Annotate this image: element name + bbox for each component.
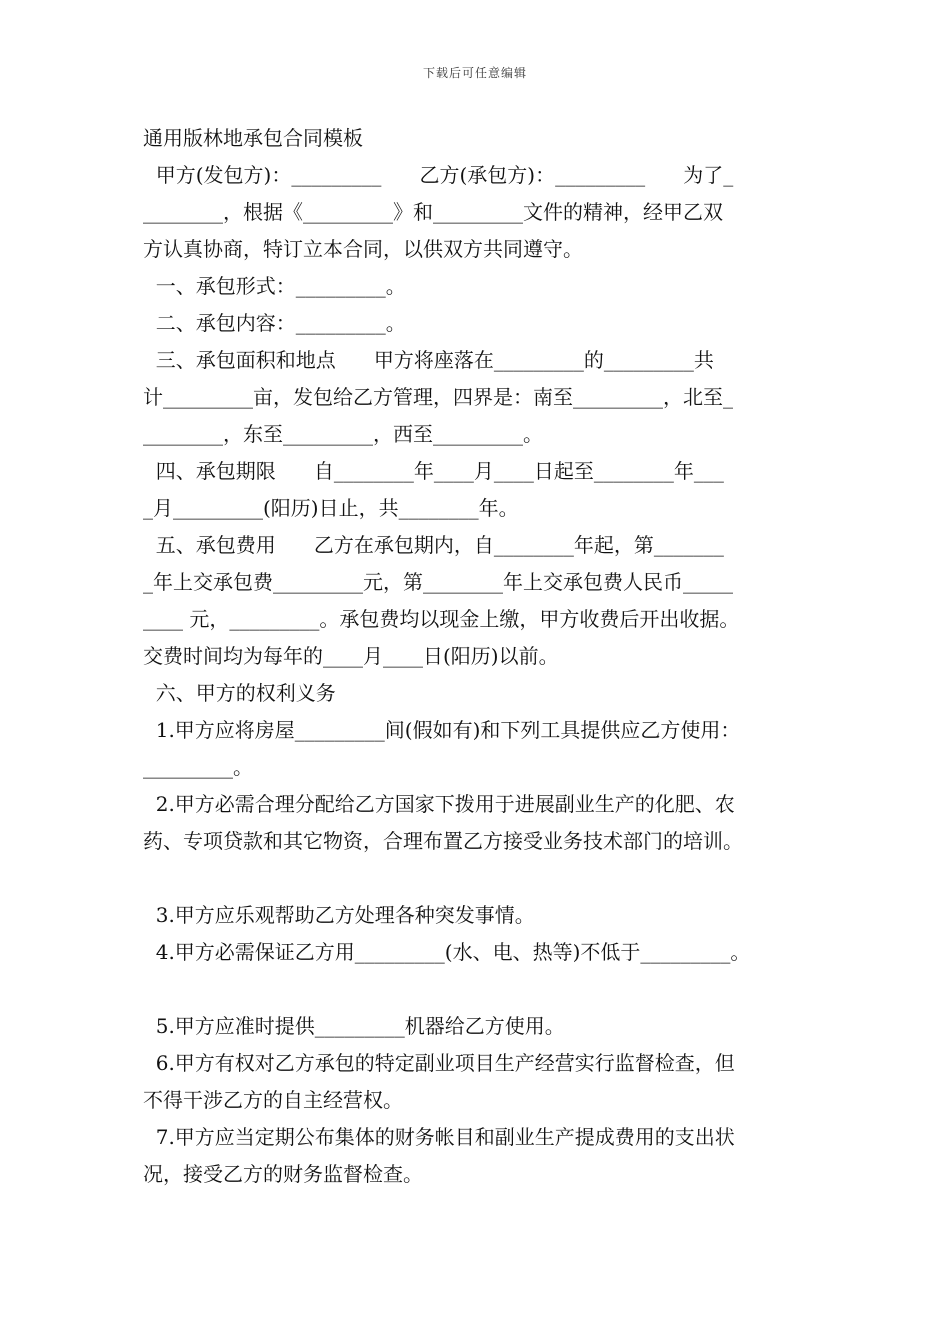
- text-line: 6.甲方有权对乙方承包的特定副业项目生产经营实行监督检查，但: [143, 1051, 735, 1075]
- text-line: 五、承包费用 乙方在承包期内，自________年起，第_______: [143, 533, 724, 557]
- text-line: 3.甲方应乐观帮助乙方处理各种突发事情。: [143, 903, 535, 927]
- text-line: _月_________(阳历)日止，共________年。: [143, 496, 519, 520]
- text-line: 7.甲方应当定期公布集体的财务帐目和副业生产提成费用的支出状: [143, 1125, 735, 1149]
- blank-line: [143, 971, 813, 1008]
- text-line: 方认真协商，特订立本合同，以供双方共同遵守。: [143, 237, 583, 261]
- blank-line: [143, 860, 813, 897]
- text-line: ____ 元，_________。承包费均以现金上缴，甲方收费后开出收据。: [143, 607, 740, 631]
- text-line: 计_________亩，发包给乙方管理，四界是：南至_________，北至_: [143, 385, 733, 409]
- text-line: 六、甲方的权利义务: [143, 681, 336, 705]
- text-line: ________，东至_________，西至_________。: [143, 422, 543, 446]
- text-line: 2.甲方必需合理分配给乙方国家下拨用于进展副业生产的化肥、农: [143, 792, 735, 816]
- header-note: 下载后可任意编辑: [422, 66, 527, 80]
- text-line: 交费时间均为每年的____月____日(阳历)以前。: [143, 644, 559, 668]
- text-line: 不得干涉乙方的自主经营权。: [143, 1088, 403, 1112]
- text-line: 况，接受乙方的财务监督检查。: [143, 1162, 423, 1186]
- text-line: ________，根据《_________》和_________文件的精神，经甲乙双: [143, 200, 723, 224]
- contract-text: [143, 157, 813, 1193]
- text-line: _年上交承包费_________元，第________年上交承包费人民币_____: [143, 570, 733, 594]
- text-line: 三、承包面积和地点 甲方将座落在_________的_________共: [143, 348, 714, 372]
- text-line: 四、承包期限 自________年____月____日起至________年___: [143, 459, 724, 483]
- text-line: 二、承包内容：_________。: [143, 311, 406, 335]
- document-title: 通用版林地承包合同模板: [143, 126, 363, 150]
- text-line: 一、承包形式：_________。: [143, 274, 406, 298]
- text-line: _________。: [143, 755, 253, 779]
- text-line: 药、专项贷款和其它物资，合理布置乙方接受业务技术部门的培训。: [143, 829, 743, 853]
- text-line: 甲方(发包方)：_________ 乙方(承包方)：_________ 为了_: [143, 163, 734, 187]
- document-body: [143, 120, 813, 1193]
- text-line: 1.甲方应将房屋_________间(假如有)和下列工具提供应乙方使用：: [143, 718, 741, 742]
- text-line: 5.甲方应准时提供_________机器给乙方使用。: [143, 1014, 565, 1038]
- text-line: 4.甲方必需保证乙方用_________(水、电、热等)不低于_________。: [143, 940, 751, 964]
